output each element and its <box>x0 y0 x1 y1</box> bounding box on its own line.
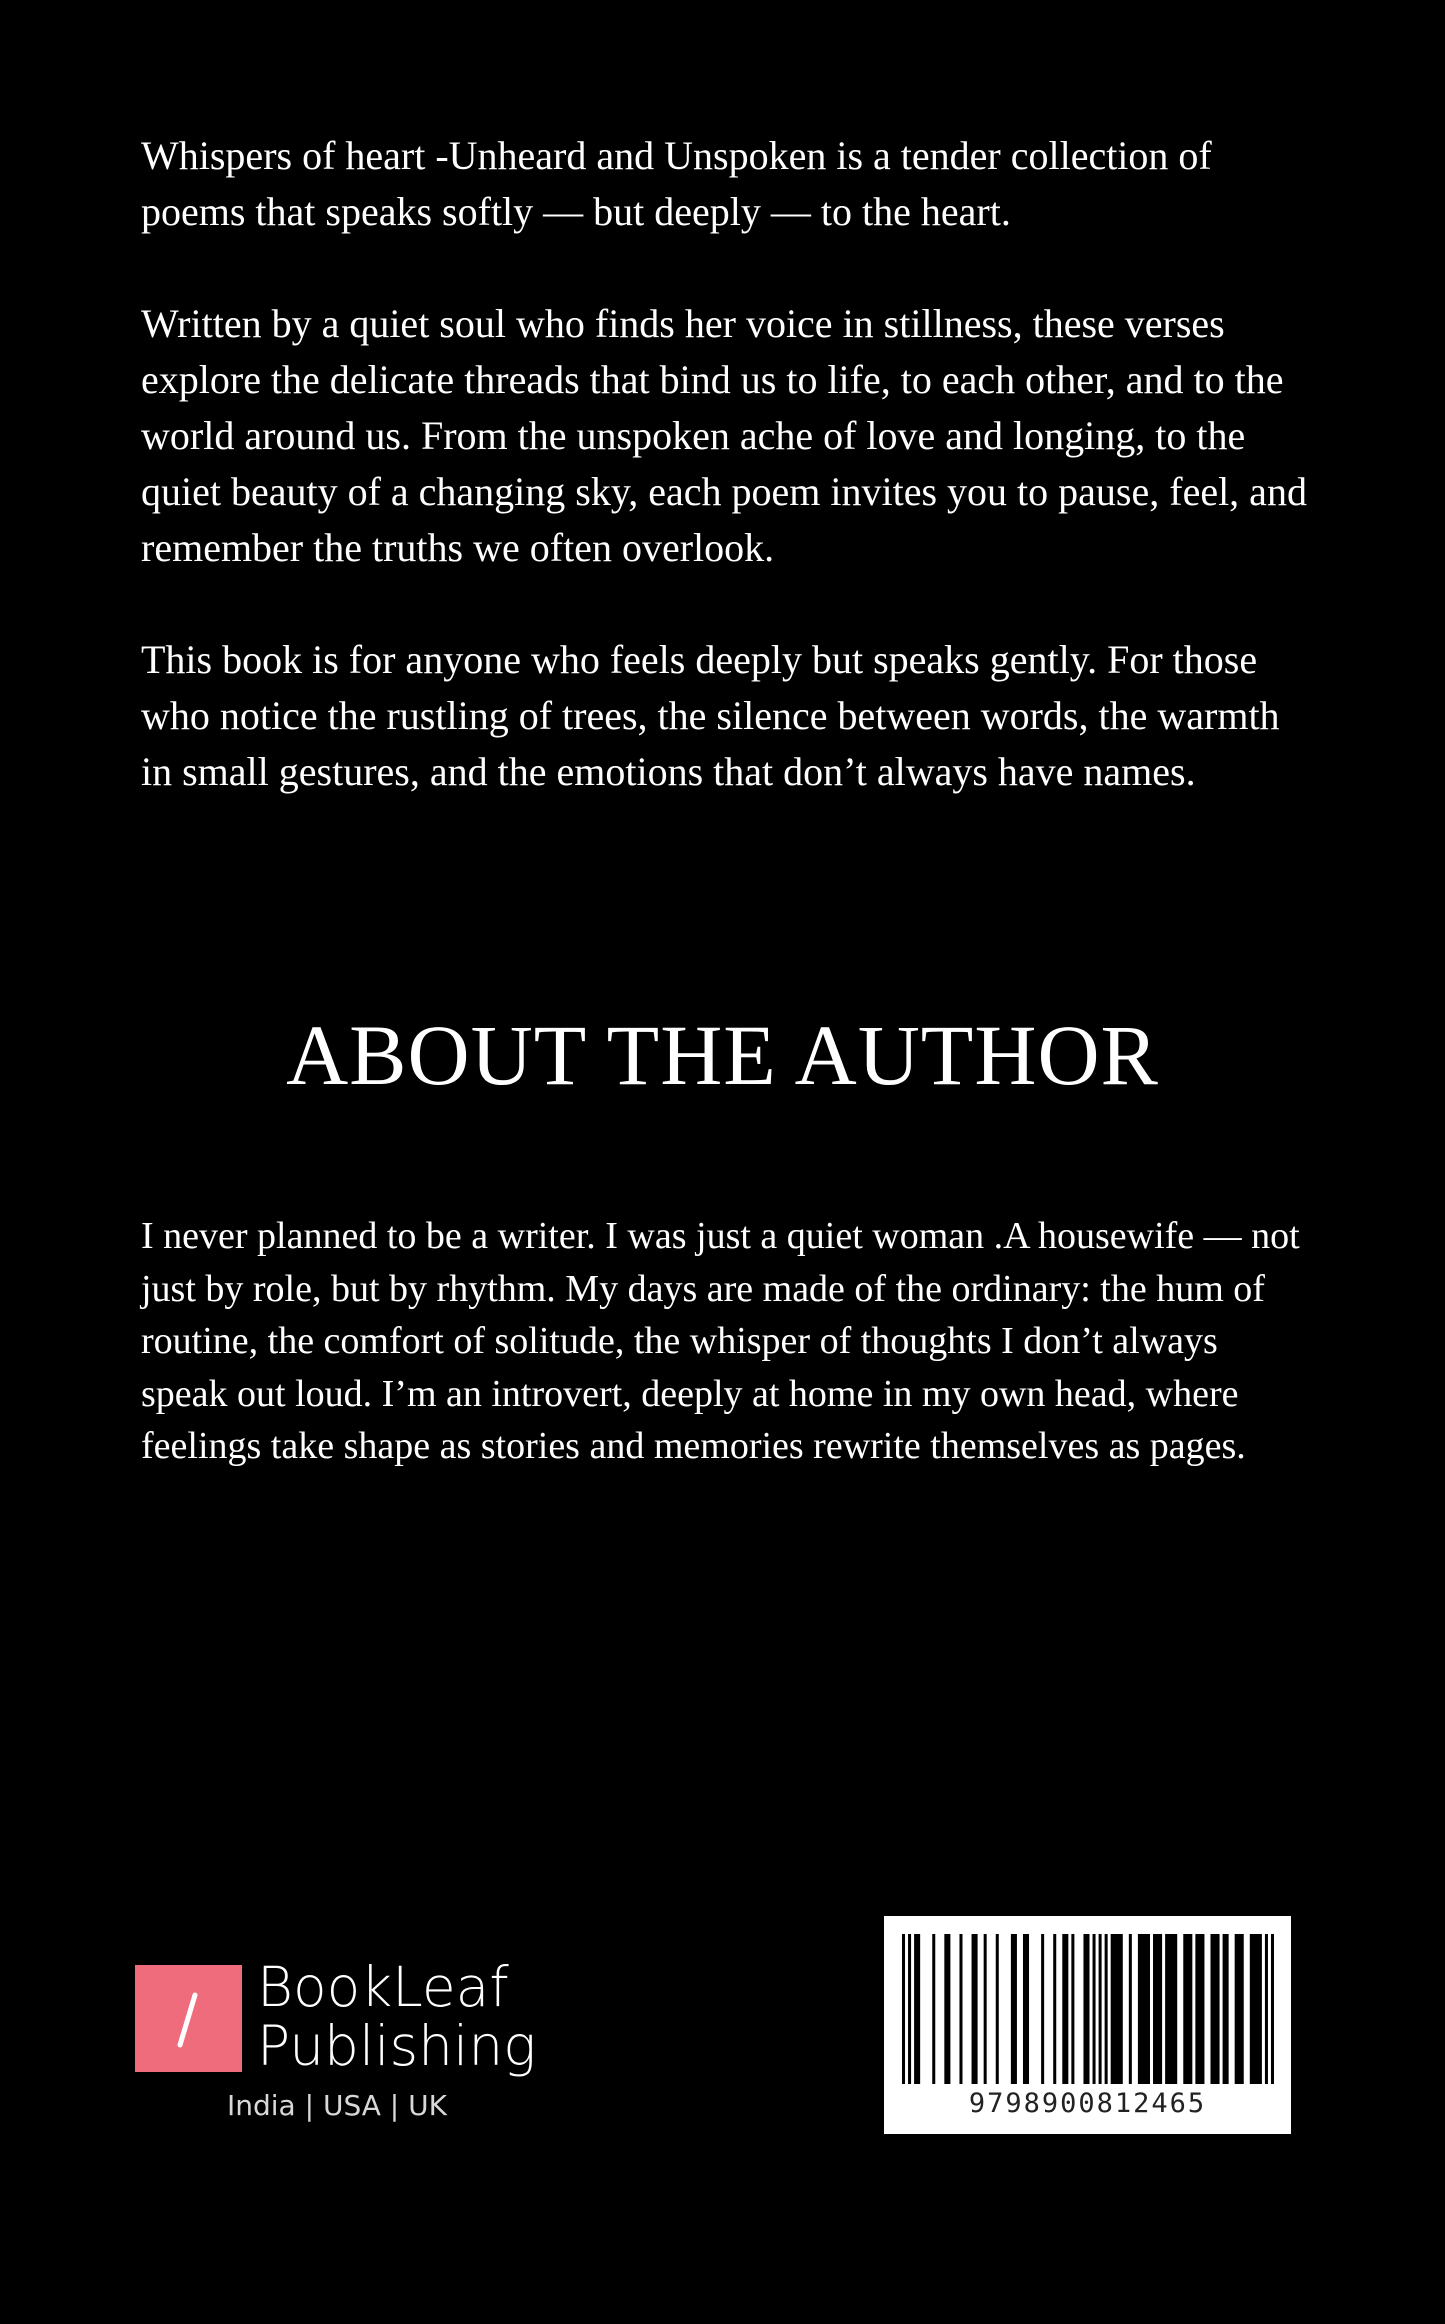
barcode-bar <box>908 1934 911 2084</box>
publisher-name-line2: Publishing <box>257 2014 537 2078</box>
barcode-bar <box>1053 1934 1056 2084</box>
barcode-bar <box>1265 1934 1268 2084</box>
barcode-bar <box>1210 1934 1219 2084</box>
barcode-bar <box>1023 1934 1029 2084</box>
blurb-paragraph-1: Whispers of heart -Unheard and Unspoken is a tender collection of poems that speaks softly — but deeply — to the heart. <box>141 133 1212 234</box>
barcode-bar <box>1223 1934 1229 2084</box>
barcode-bar <box>1111 1934 1123 2084</box>
barcode-bar <box>959 1934 962 2084</box>
barcode-bar <box>1099 1934 1102 2084</box>
barcode-bar <box>1093 1934 1096 2084</box>
blurb-paragraph-2: Written by a quiet soul who finds her voice in stillness, these verses explore the delicate threads that bind us to life, to each other, and to the world around us. From the unspoken ache of love and longing, to the quiet beauty of a changing sky, each poem invites you to pause, feel, and remember the truths we often overlook. <box>141 301 1307 570</box>
barcode-bar <box>1011 1934 1017 2084</box>
barcode-bar <box>902 1934 905 2084</box>
barcode-bar <box>1041 1934 1044 2084</box>
barcode-bar <box>984 1934 987 2084</box>
isbn-number: 9798900812465 <box>968 2088 1207 2119</box>
barcode-bar <box>1195 1934 1204 2084</box>
isbn-barcode <box>884 1916 1291 2134</box>
barcode-bar <box>1083 1934 1089 2084</box>
barcode-bar <box>972 1934 978 2084</box>
barcode-bars <box>902 1934 1274 2084</box>
barcode-bar <box>914 1934 920 2084</box>
barcode-bar <box>1165 1934 1177 2084</box>
about-author-heading: ABOUT THE AUTHOR <box>286 1007 1159 1103</box>
barcode-bar <box>1129 1934 1132 2084</box>
blurb-paragraph-3: This book is for anyone who feels deeply but speaks gently. For those who notice the rustling of trees, the silence between words, the warmth in small gestures, and the emotions that don’t always have names. <box>141 637 1280 794</box>
barcode-bar <box>1250 1934 1262 2084</box>
barcode-bar <box>1105 1934 1108 2084</box>
barcode-bar <box>1138 1934 1150 2084</box>
back-cover-blurb <box>141 128 1311 856</box>
author-bio: I never planned to be a writer. I was just a quiet woman .A housewife — not just by role, but by rhythm. My days are made of the ordinary: the hum of routine, the comfort of solitude, the whisper of thoughts I don’t always speak out loud. I’m an introvert, deeply at home in my own head, where feelings take shape as stories and memories rewrite themselves as pages. <box>141 1215 1300 1467</box>
barcode-bar <box>1271 1934 1274 2084</box>
barcode-bar <box>1062 1934 1068 2084</box>
barcode-bar <box>996 1934 999 2084</box>
barcode-bar <box>1071 1934 1074 2084</box>
slash-icon <box>135 1965 242 2072</box>
barcode-bar <box>944 1934 950 2084</box>
barcode-bar <box>932 1934 935 2084</box>
publisher-name-line1: BookLeaf <box>257 1955 509 2019</box>
barcode-bar <box>1183 1934 1192 2084</box>
publisher-regions: India | USA | UK <box>227 2089 447 2122</box>
publisher-logo <box>135 1955 537 2140</box>
barcode-bar <box>1235 1934 1244 2084</box>
barcode-bar <box>1153 1934 1162 2084</box>
